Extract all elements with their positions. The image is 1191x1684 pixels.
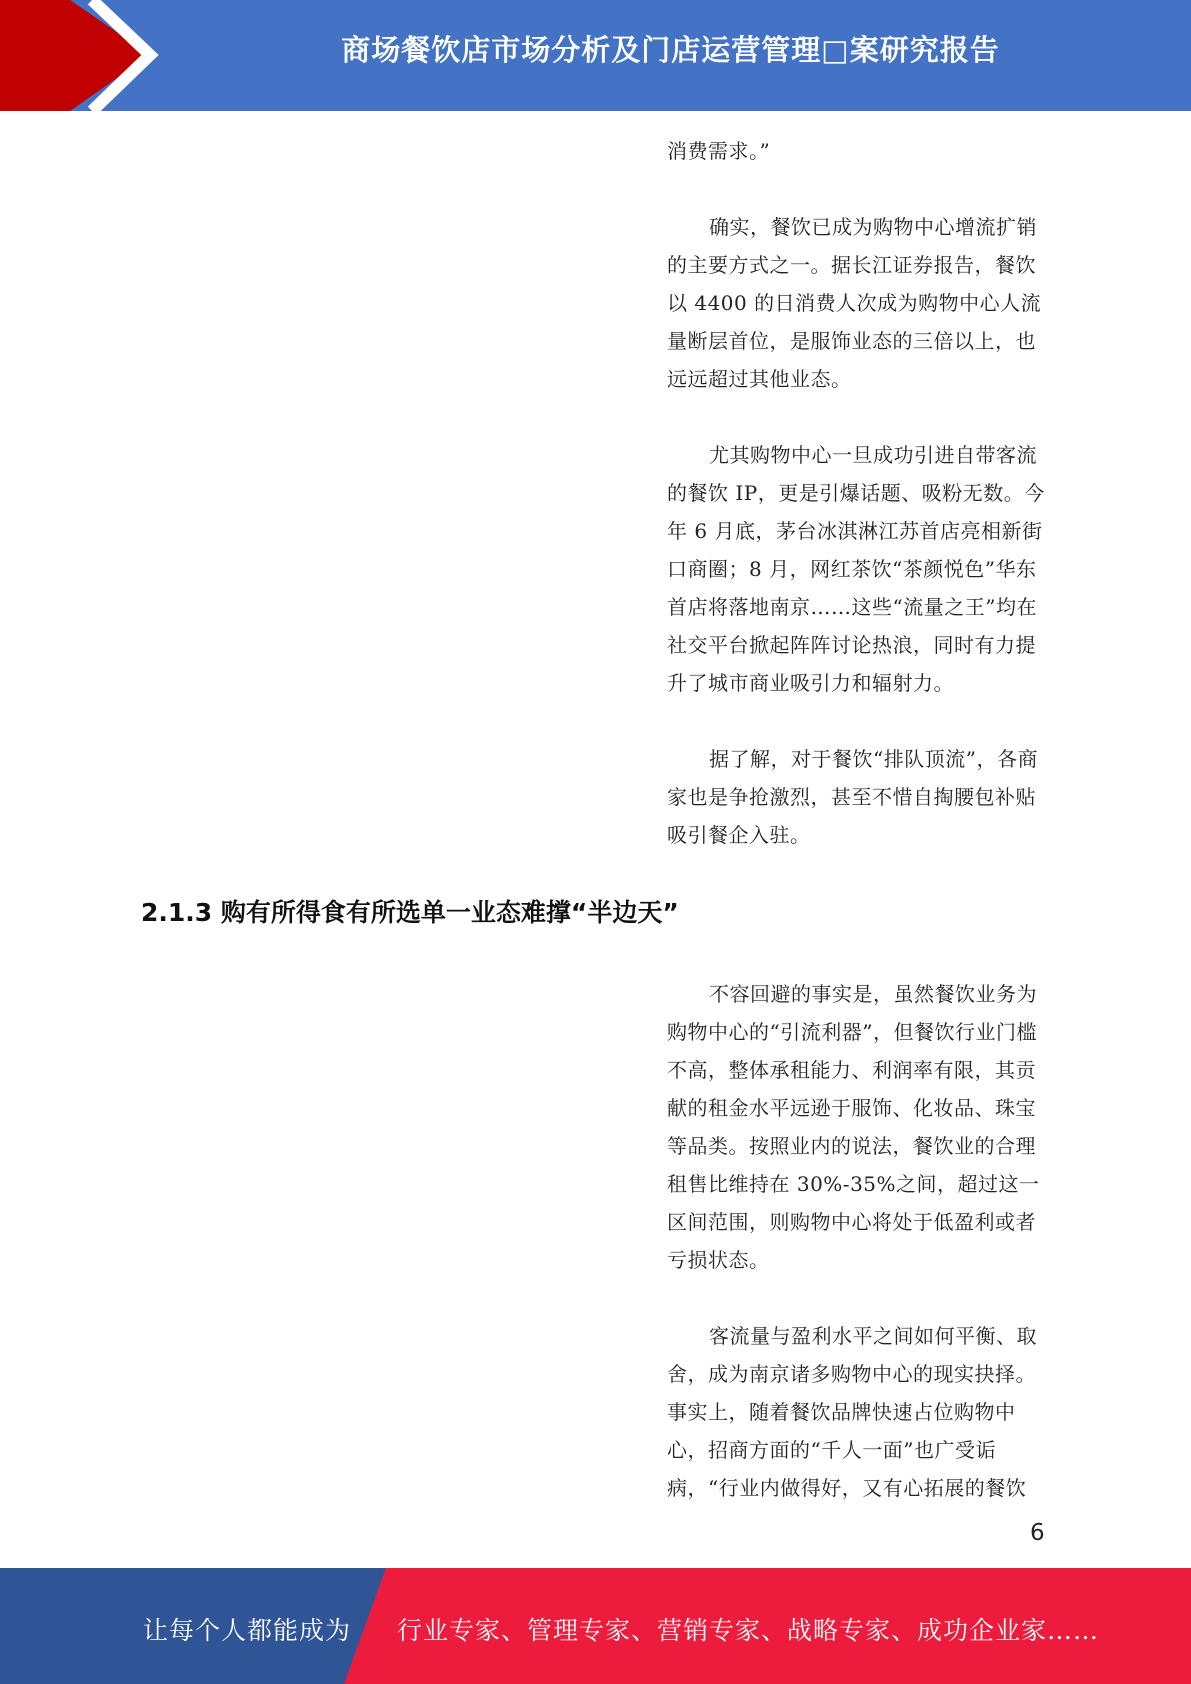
paragraph: 尤其购物中心一旦成功引进自带客流的餐饮 IP，更是引爆话题、吸粉无数。今年 6 月底，茅台冰淇淋江苏首店亮相新街口商圈；8 月，网红茶饮“茶颜悦色”华东首店将落地南京……这些“流量之王”均在社交平台掀起阵阵讨论热浪，同时有力提升了城市商业吸引力和辐射力。 xyxy=(667,443,1045,695)
footer-slogan-left: 让每个人都能成为 xyxy=(143,1616,352,1645)
paragraph: 消费需求。” xyxy=(667,139,771,163)
footer-slogan-right: 行业专家、管理专家、营销专家、战略专家、成功企业家…… xyxy=(397,1616,1100,1645)
paragraph: 客流量与盈利水平之间如何平衡、取舍，成为南京诸多购物中心的现实抉择。事实上，随着餐饮品牌快速占位购物中心，招商方面的“千人一面”也广受诟病，“行业内做得好，又有心拓展的餐饮 xyxy=(667,1324,1037,1500)
document-title: 商场餐饮店市场分析及门店运营管理□案研究报告 xyxy=(341,33,1000,67)
paragraph: 据了解，对于餐饮“排队顶流”，各商家也是争抢激烈，甚至不惜自掏腰包补贴吸引餐企入驻。 xyxy=(667,747,1038,847)
section-heading: 2.1.3 购有所得食有所选单一业态难撑“半边天” xyxy=(141,898,679,927)
body-column-bottom xyxy=(667,975,1047,1545)
page-footer xyxy=(0,1568,1191,1684)
body-column-top xyxy=(667,132,1047,892)
paragraph: 确实，餐饮已成为购物中心增流扩销的主要方式之一。据长江证券报告，餐饮以 4400 的日消费人次成为购物中心人流量断层首位，是服饰业态的三倍以上，也远远超过其他业态。 xyxy=(667,215,1042,391)
paragraph: 不容回避的事实是，虽然餐饮业务为购物中心的“引流利器”，但餐饮行业门槛不高，整体承租能力、利润率有限，其贡献的租金水平远逊于服饰、化妆品、珠宝等品类。按照业内的说法，餐饮业的合理租售比维持在 30%-35%之间，超过这一区间范围，则购物中心将处于低盈利或者亏损状态。 xyxy=(667,982,1040,1272)
page-header xyxy=(0,0,1191,111)
header-arrow-decoration xyxy=(0,0,160,111)
page-number: 6 xyxy=(1030,1520,1045,1546)
